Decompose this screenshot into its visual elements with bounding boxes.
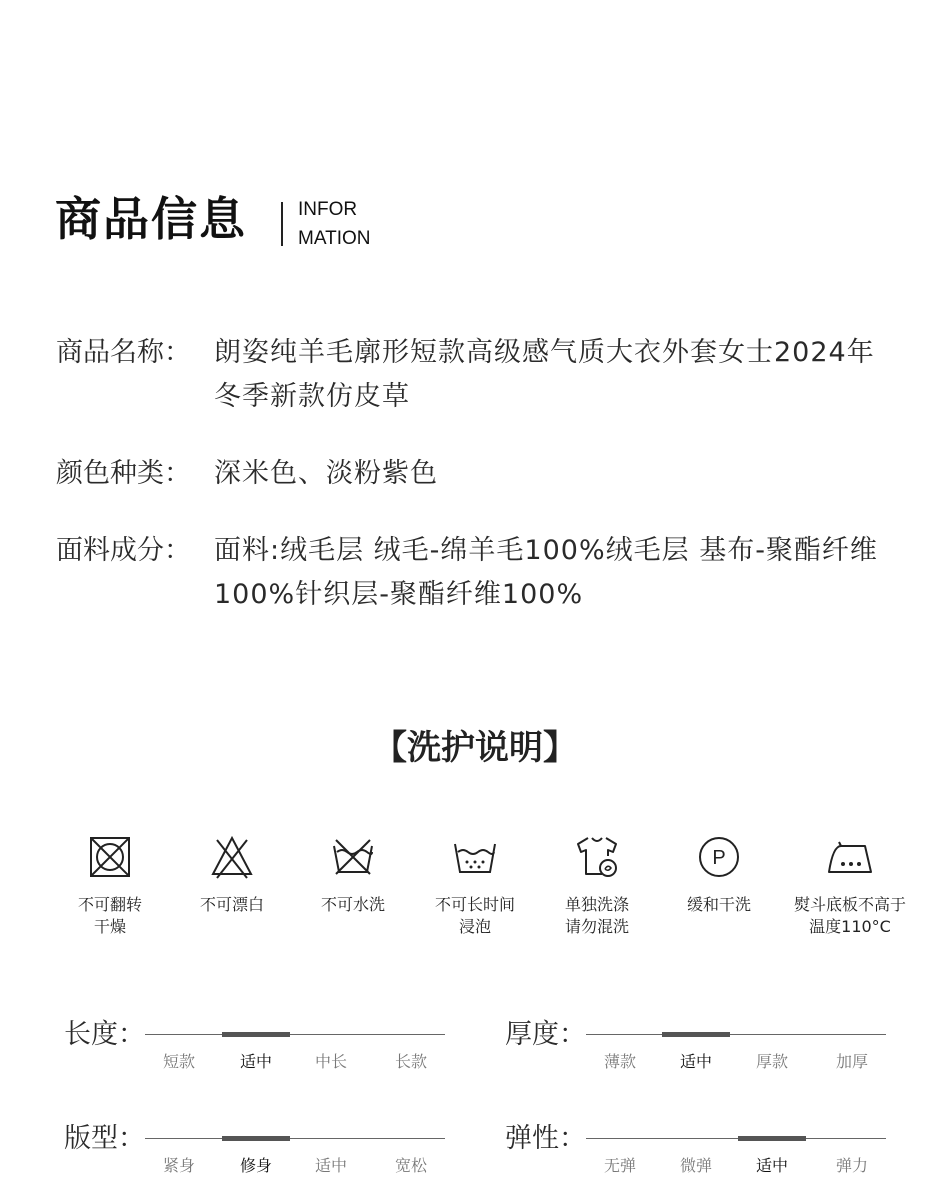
color-value: 深米色、淡粉紫色	[214, 458, 438, 489]
no-wash-icon	[328, 832, 378, 882]
scale-thickness-option: 加厚	[835, 1052, 868, 1071]
scale-length-indicator	[222, 1032, 290, 1037]
color-label: 颜色种类：	[56, 458, 191, 489]
title-divider	[281, 202, 283, 246]
scale-length-option: 长款	[394, 1052, 427, 1071]
care-item-wash-separately	[532, 832, 662, 938]
scale-thickness-indicator	[662, 1032, 730, 1037]
scale-thickness-option: 薄款	[603, 1052, 636, 1071]
no-bleach-icon	[207, 832, 257, 882]
care-label: 单独洗涤 请勿混洗	[564, 895, 629, 936]
care-item-no-bleach	[167, 832, 297, 916]
fabric-value: 面料:绒毛层 绒毛-绵羊毛100%绒毛层 基布-聚酯纤维100%针织层-聚酯纤维100%	[214, 535, 878, 610]
scale-length-label: 长度：	[64, 1019, 145, 1050]
page-title: 商品信息	[55, 192, 247, 246]
scale-thickness-label: 厚度：	[505, 1019, 586, 1050]
scale-elasticity-option: 微弹	[679, 1156, 712, 1175]
care-item-gentle-dry-clean	[654, 832, 784, 916]
scale-fit-option-selected: 修身	[239, 1156, 272, 1175]
scale-thickness-track	[586, 1034, 886, 1035]
scale-fit-option: 适中	[314, 1156, 347, 1175]
scale-elasticity-indicator	[738, 1136, 806, 1141]
scale-length-option: 中长	[314, 1052, 347, 1071]
scale-fit-track	[145, 1138, 445, 1139]
scale-fit-option: 宽松	[394, 1156, 427, 1175]
fabric-label: 面料成分：	[56, 535, 191, 566]
care-label: 不可长时间 浸泡	[434, 895, 515, 936]
title-english-line-2: MATION	[298, 228, 371, 249]
product-name-label: 商品名称：	[56, 337, 191, 368]
scale-thickness-option-selected: 适中	[679, 1052, 712, 1071]
care-item-no-long-soak	[410, 832, 540, 938]
scale-length-track	[145, 1034, 445, 1035]
scale-fit-option: 紧身	[162, 1156, 195, 1175]
gentle-dry-clean-icon	[694, 832, 744, 882]
svg-text:P: P	[712, 847, 726, 869]
scale-elasticity-label: 弹性：	[505, 1123, 586, 1154]
care-label: 不可翻转 干燥	[77, 895, 142, 936]
wash-separately-icon	[572, 832, 622, 882]
care-item-iron-low	[775, 832, 925, 938]
care-label: 缓和干洗	[686, 895, 751, 914]
care-title: 【洗护说明】	[373, 728, 577, 768]
scale-fit-label: 版型：	[64, 1123, 145, 1154]
scale-length-option-selected: 适中	[239, 1052, 272, 1071]
scale-elasticity-track	[586, 1138, 886, 1139]
no-tumble-dry-icon	[85, 832, 135, 882]
care-label: 不可漂白	[199, 895, 264, 914]
scale-fit-indicator	[222, 1136, 290, 1141]
title-english-line-1: INFOR	[298, 199, 358, 220]
scale-thickness-option: 厚款	[755, 1052, 788, 1071]
no-long-soak-icon	[450, 832, 500, 882]
iron-low-icon	[825, 832, 875, 882]
care-label: 熨斗底板不高于 温度110°C	[793, 895, 906, 936]
care-item-no-tumble-dry	[45, 832, 175, 938]
scale-elasticity-option: 弹力	[835, 1156, 868, 1175]
care-label: 不可水洗	[320, 895, 385, 914]
care-item-no-wash	[288, 832, 418, 916]
scale-elasticity-option: 无弹	[603, 1156, 636, 1175]
scale-elasticity-option-selected: 适中	[755, 1156, 788, 1175]
product-name-value: 朗姿纯羊毛廓形短款高级感气质大衣外套女士2024年冬季新款仿皮草	[214, 337, 875, 412]
scale-length-option: 短款	[162, 1052, 195, 1071]
